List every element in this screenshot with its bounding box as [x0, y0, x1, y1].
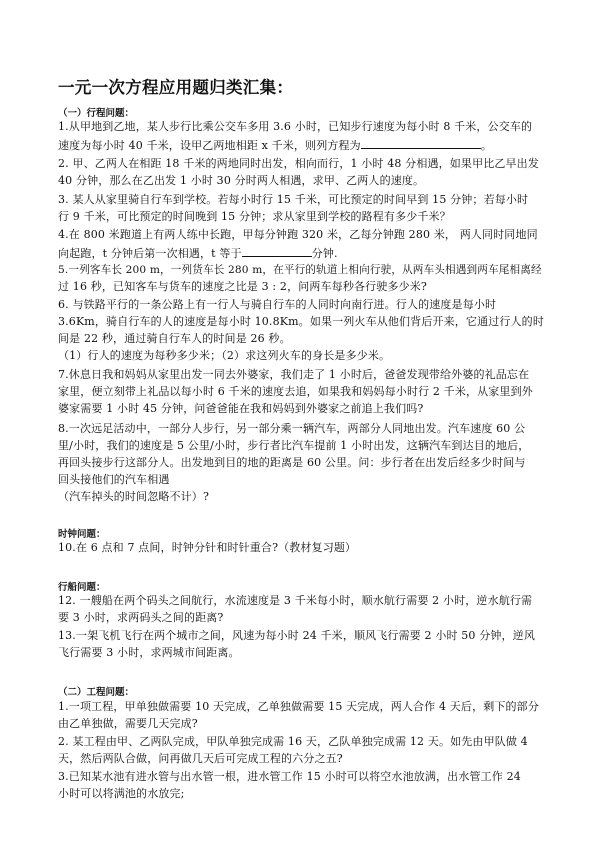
problem-4-line-1: 4.在 800 米跑道上有两人练中长跑，甲每分钟跑 320 米，乙每分钟跑 280 米， 两人同时同地同 [58, 228, 538, 241]
work-problem-1-line-1: 1.一项工程，甲单独做需要 10 天完成，乙单独做需要 15 天完成，两人合作 4 天后，剩下的部分 [58, 700, 539, 713]
problem-8-line-3: 再回头接步行这部分人。出发地到目的地的距离是 60 公里。问：步行者在出发后经多少时间与 [58, 456, 526, 469]
problem-13-line-2: 飞行需要 3 小时，求两城市间距离。 [58, 646, 240, 659]
problem-8-line-2: 里/小时，我们的速度是 5 公里/小时，步行者比汽车提前 1 小时出发，这辆汽车到达目的地后， [58, 439, 530, 452]
answer-blank[interactable] [242, 245, 312, 257]
work-problem-3-line-2: 小时可以将满池的水放完; [58, 787, 185, 800]
problem-6-line-4: （1）行人的速度为每秒多少米；（2）求这列火车的身长是多少米。 [58, 349, 391, 362]
page-title: 一元一次方程应用题归类汇集： [58, 78, 294, 97]
section-heading-clock: 时钟问题： [58, 529, 106, 540]
problem-4-line-2: 向起跑，t 分钟后第一次相遇，t 等于 分钟. [58, 247, 338, 260]
problem-7-line-3: 婆家需要 1 小时 45 分钟，问爸爸能在我和妈妈到外婆家之前追上我们吗? [58, 402, 424, 415]
problem-12-line-2: 要 3 小时，求两码头之间的距离? [58, 611, 224, 624]
work-problem-2-line-2: 天，然后两队合做，问再做几天后可完成工程的六分之五? [58, 752, 343, 765]
problem-2-line-2: 40 分钟，那么在乙出发 1 小时 30 分时两人相遇，求甲、乙两人的速度。 [58, 174, 425, 187]
problem-13-line-1: 13.一架飞机飞行在两个城市之间，风速为每小时 24 千米，顺风飞行需要 2 小时 50 分钟，逆风 [58, 629, 535, 642]
section-heading-travel: （一）行程问题： [58, 108, 135, 119]
answer-blank[interactable] [361, 137, 481, 149]
problem-1-line-1: 1.从甲地到乙地，某人步行比乘公交车多用 3.6 小时，已知步行速度为每小时 8 千米，公交车的 [58, 120, 533, 133]
problem-8-line-1: 8.一次远足活动中，一部分人步行，另一部分乘一辆汽车，两部分人同地出发。汽车速度 60 公 [58, 422, 526, 435]
problem-2-line-1: 2. 甲、乙两人在相距 18 千米的两地同时出发，相向而行，1 小时 48 分相遇，如果甲比乙早出发 [58, 157, 539, 170]
work-problem-3-line-1: 3.已知某水池有进水管与出水管一根，进水管工作 15 小时可以将空水池放满，出水管工作 24 [58, 770, 521, 783]
problem-6-line-1: 6. 与铁路平行的一条公路上有一行人与骑自行车的人同时向南行进。行人的速度是每小时 [58, 298, 497, 311]
problem-7-line-2: 家里，便立刻带上礼品以每小时 6 千米的速度去追，如果我和妈妈每小时行 2 千米，从家里到外 [58, 385, 533, 398]
problem-10-line-1: 10.在 6 点和 7 点间，时钟分针和时针重合?（教材复习题） [58, 541, 357, 554]
problem-5-line-1: 5.一列客车长 200 m，一列货车长 280 m，在平行的轨道上相向行驶，从两车头相遇到两车尾相离经 [58, 264, 542, 276]
problem-8-line-5: （汽车掉头的时间忽略不计）? [58, 490, 209, 503]
section-heading-boat: 行船问题： [58, 582, 106, 593]
problem-5-line-2: 过 16 秒，已知客车与货车的速度之比是 3 : 2，问两车每秒各行驶多少米? [58, 280, 427, 293]
problem-12-line-1: 12. 一艘船在两个码头之间航行，水流速度是 3 千米每小时，顺水航行需要 2 小时，逆水航行需 [58, 594, 533, 607]
work-problem-2-line-1: 2. 某工程由甲、乙两队完成，甲队单独完成需 16 天，乙队单独完成需 12 天。如先由甲队做 4 [58, 735, 528, 748]
problem-6-line-3: 间是 22 秒，通过骑自行车人的时间是 26 秒。 [58, 332, 291, 345]
problem-6-line-2: 3.6Km，骑自行车的人的速度是每小时 10.8Km。如果一列火车从他们背后开来，它通过行人的时 [58, 315, 544, 328]
problem-1-line-2: 速度为每小时 40 千米，设甲乙两地相距 x 千米，则列方程为 。 [58, 139, 492, 152]
problem-8-line-4: 回头接他们的汽车相遇 [58, 473, 170, 486]
section-heading-work: （二）工程问题： [58, 687, 135, 698]
work-problem-1-line-2: 由乙单独做，需要几天完成? [58, 717, 198, 730]
problem-3-line-1: 3. 某人从家里骑自行车到学校。若每小时行 15 千米，可比预定的时间早到 15 分钟；若每小时 [58, 193, 529, 206]
problem-3-line-2: 行 9 千米，可比预定的时间晚到 15 分钟；求从家里到学校的路程有多少千米？ [58, 210, 451, 223]
problem-7-line-1: 7.休息日我和妈妈从家里出发一同去外婆家，我们走了 1 小时后，爸爸发现带给外婆的礼品忘在 [58, 368, 530, 381]
